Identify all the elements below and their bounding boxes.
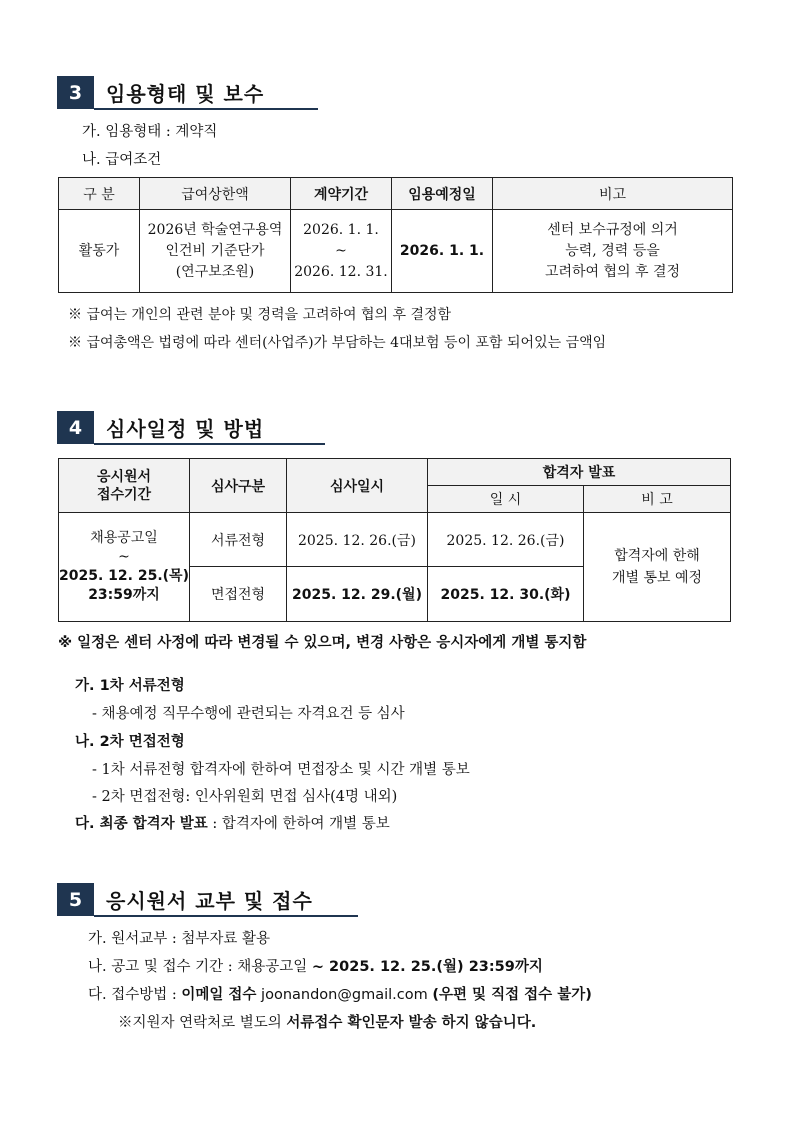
col-header: 임용예정일: [392, 178, 493, 210]
section-5-heading: [57, 883, 313, 916]
schedule-notice: ※ 일정은 센터 사정에 따라 변경될 수 있으며, 변경 사항은 응시자에게 개별 통지함: [58, 635, 587, 651]
col-header: 일 시: [428, 486, 584, 513]
section-underline: [94, 443, 325, 445]
employment-type: 가. 임용형태 : 계약직: [82, 124, 218, 140]
section-3-heading: [57, 76, 264, 109]
step-2-text: - 1차 서류전형 합격자에 한하여 면접장소 및 시간 개별 통보: [92, 762, 470, 778]
screening-type: 면접전형: [190, 567, 287, 622]
section-number: 3: [57, 76, 94, 109]
row-label: 활동가: [59, 210, 140, 293]
col-header: 심사일시: [287, 459, 428, 513]
section-underline: [94, 915, 358, 917]
salary-conditions-label: 나. 급여조건: [82, 152, 162, 168]
period-cell: 2026. 1. 1. ~ 2026. 12. 31.: [291, 210, 392, 293]
screening-date: 2025. 12. 29.(월): [287, 567, 428, 622]
section-underline: [94, 108, 318, 110]
col-header: 급여상한액: [140, 178, 291, 210]
step-1-title: 가. 1차 서류전형: [75, 678, 185, 694]
screening-date: 2025. 12. 26.(금): [287, 513, 428, 567]
application-period-cell: 채용공고일 ~ 2025. 12. 25.(목) 23:59까지: [59, 513, 190, 622]
step-1-text: - 채용예정 직무수행에 관련되는 자격요건 등 심사: [92, 706, 405, 722]
remark-cell: 센터 보수규정에 의거 능력, 경력 등을 고려하여 협의 후 결정: [493, 210, 733, 293]
col-header: 구 분: [59, 178, 140, 210]
announce-remark: 합격자에 한해 개별 통보 예정: [584, 513, 731, 622]
section-title: 임용형태 및 보수: [106, 82, 265, 106]
screening-type: 서류전형: [190, 513, 287, 567]
salary-table: [58, 177, 733, 293]
salary-note: ※ 급여는 개인의 관련 분야 및 경력을 고려하여 협의 후 결정함: [68, 307, 452, 323]
col-header: 비 고: [584, 486, 731, 513]
section-number: 5: [57, 883, 94, 916]
contact-email: joonandon@gmail.com: [256, 987, 433, 1003]
final-announce: 다. 최종 합격자 발표 : 합격자에 한하여 개별 통보: [75, 816, 390, 832]
form-distribution: 가. 원서교부 : 첨부자료 활용: [88, 931, 271, 947]
col-header: 계약기간: [291, 178, 392, 210]
col-header: 응시원서 접수기간: [59, 459, 190, 513]
application-note: ※지원자 연락처로 별도의 서류접수 확인문자 발송 하지 않습니다.: [118, 1015, 537, 1031]
section-title: 심사일정 및 방법: [106, 417, 265, 441]
step-2-title: 나. 2차 면접전형: [75, 734, 185, 750]
step-2-text: - 2차 면접전형: 인사위원회 면접 심사(4명 내외): [92, 789, 398, 805]
application-period: 나. 공고 및 접수 기간 : 채용공고일 ~ 2025. 12. 25.(월) 23:59까지: [88, 959, 543, 975]
section-number: 4: [57, 411, 94, 444]
section-title: 응시원서 교부 및 접수: [106, 889, 313, 913]
schedule-table: [58, 458, 731, 622]
col-header: 심사구분: [190, 459, 287, 513]
application-method: 다. 접수방법 : 이메일 접수 joonandon@gmail.com (우편 및 직접 접수 불가): [88, 987, 592, 1003]
announce-date: 2025. 12. 26.(금): [428, 513, 584, 567]
start-date-cell: 2026. 1. 1.: [392, 210, 493, 293]
col-header: 합격자 발표: [428, 459, 731, 486]
salary-cell: 2026년 학술연구용역 인건비 기준단가 (연구보조원): [140, 210, 291, 293]
announce-date: 2025. 12. 30.(화): [428, 567, 584, 622]
section-4-heading: [57, 411, 264, 444]
col-header: 비고: [493, 178, 733, 210]
salary-note: ※ 급여총액은 법령에 따라 센터(사업주)가 부담하는 4대보험 등이 포함 되어있는 금액임: [68, 335, 607, 351]
